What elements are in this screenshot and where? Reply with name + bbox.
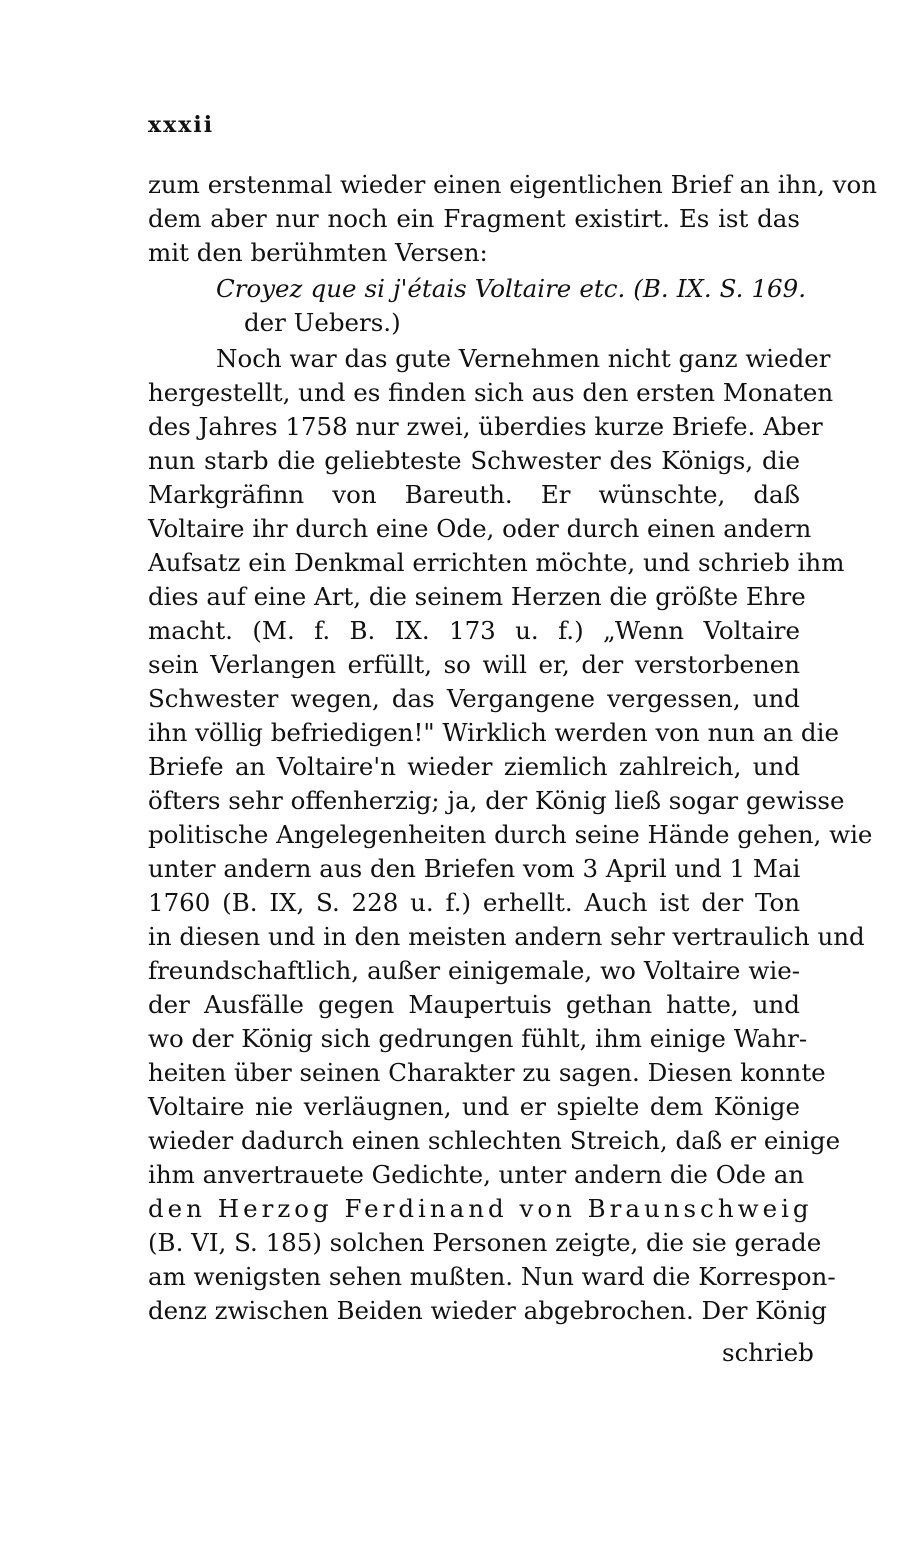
text-line: öfters sehr offenherzig; ja, der König ließ sogar gewisse xyxy=(148,786,845,815)
text-line: Voltaire ihr durch eine Ode, oder durch einen andern xyxy=(148,514,812,543)
text-line: Briefe an Voltaire'n wieder ziemlich zahlreich, und xyxy=(148,752,800,781)
text-line: unter andern aus den Briefen vom 3 April und 1 Mai xyxy=(148,854,801,883)
text-line: hergestellt, und es finden sich aus den ersten Monaten xyxy=(148,378,834,407)
text-line: wo der König sich gedrungen fühlt, ihm einige Wahr- xyxy=(148,1024,808,1053)
text-line: heiten über seinen Charakter zu sagen. Diesen konnte xyxy=(148,1058,826,1087)
text-line: Aufsatz ein Denkmal errichten möchte, und schrieb ihm xyxy=(148,548,845,577)
text-line: freundschaftlich, außer einigemale, wo Voltaire wie- xyxy=(148,956,800,985)
catchword: schrieb xyxy=(722,1338,814,1367)
text-line: der Uebers.) xyxy=(244,308,401,337)
text-line: Markgräfinn von Bareuth. Er wünschte, daß xyxy=(148,480,800,509)
text-line: denz zwischen Beiden wieder abgebrochen. Der König xyxy=(148,1296,827,1325)
paragraph-first-line: Noch war das gute Vernehmen nicht ganz wieder xyxy=(216,344,831,373)
text-line: ihn völlig befriedigen!" Wirklich werden von nun an die xyxy=(148,718,839,747)
text-line: ihm anvertrauete Gedichte, unter andern die Ode an xyxy=(148,1160,805,1189)
text-line: sein Verlangen erfüllt, so will er, der verstorbenen xyxy=(148,650,800,679)
text-line: dies auf eine Art, die seinem Herzen die größte Ehre xyxy=(148,582,806,611)
quoted-verse-line: Croyez que si j'étais Voltaire etc. (B. IX. S. 169. xyxy=(216,274,806,303)
text-line: in diesen und in den meisten andern sehr vertraulich und xyxy=(148,922,865,951)
text-line: politische Angelegenheiten durch seine Hände gehen, wie xyxy=(148,820,873,849)
text-line: 1760 (B. IX, S. 228 u. f.) erhellt. Auch ist der Ton xyxy=(148,888,800,917)
text-line: des Jahres 1758 nur zwei, überdies kurze Briefe. Aber xyxy=(148,412,823,441)
text-line: den Herzog Ferdinand von Braunschweig xyxy=(148,1194,813,1223)
text-line: wieder dadurch einen schlechten Streich, daß er einige xyxy=(148,1126,841,1155)
text-line: der Ausfälle gegen Maupertuis gethan hatte, und xyxy=(148,990,800,1019)
page-number: xxxii xyxy=(148,112,215,138)
text-line: (B. VI, S. 185) solchen Personen zeigte, die sie gerade xyxy=(148,1228,822,1257)
text-line: mit den berühmten Versen: xyxy=(148,238,488,267)
text-line: dem aber nur noch ein Fragment existirt. Es ist das xyxy=(148,204,800,233)
text-line: Voltaire nie verläugnen, und er spielte dem Könige xyxy=(148,1092,800,1121)
text-line: am wenigsten sehen mußten. Nun ward die Korrespon- xyxy=(148,1262,836,1291)
text-line: Schwester wegen, das Vergangene vergessen, und xyxy=(148,684,800,713)
text-line: nun starb die geliebteste Schwester des Königs, die xyxy=(148,446,800,475)
text-line: macht. (M. f. B. IX. 173 u. f.) „Wenn Voltaire xyxy=(148,616,800,645)
text-line: zum erstenmal wieder einen eigentlichen Brief an ihn, von xyxy=(148,170,878,199)
